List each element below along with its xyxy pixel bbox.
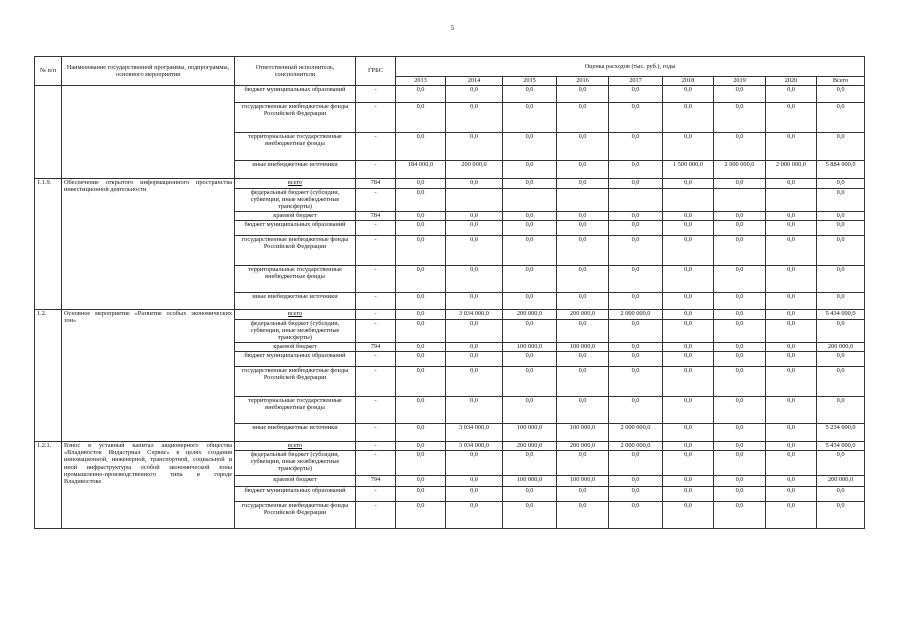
year-value: 0,0 bbox=[663, 103, 714, 133]
header-year: 2019 bbox=[714, 77, 766, 86]
year-value: 100 000,0 bbox=[503, 343, 557, 352]
year-value: 3 034 000,0 bbox=[446, 310, 503, 320]
year-value: 0,0 bbox=[503, 179, 557, 189]
year-value: 0,0 bbox=[609, 179, 663, 189]
year-value: 0,0 bbox=[714, 343, 766, 352]
year-value: 0,0 bbox=[557, 86, 609, 103]
row-name: Основное мероприятие «Развитие особых экономических зон» bbox=[62, 310, 235, 442]
grbs-code: - bbox=[356, 310, 396, 320]
year-value: 0,0 bbox=[714, 221, 766, 236]
year-value: 0,0 bbox=[446, 502, 503, 529]
year-value: 0,0 bbox=[396, 476, 446, 487]
year-value: 0,0 bbox=[766, 179, 817, 189]
row-name: Обеспечение открытого информационного пространства инвестиционной деятельности bbox=[62, 179, 235, 310]
year-value: 0,0 bbox=[609, 397, 663, 424]
year-value: 0,0 bbox=[396, 86, 446, 103]
year-value bbox=[503, 189, 557, 212]
year-value: 200 000,0 bbox=[557, 442, 609, 451]
year-value: 0,0 bbox=[396, 293, 446, 310]
total-value: 5 434 000,0 bbox=[817, 442, 865, 451]
grbs-code: 784 bbox=[356, 212, 396, 221]
year-value: 0,0 bbox=[766, 86, 817, 103]
total-value: 0,0 bbox=[817, 451, 865, 476]
year-value: 0,0 bbox=[663, 343, 714, 352]
year-value: 0,0 bbox=[557, 221, 609, 236]
grbs-code: - bbox=[356, 442, 396, 451]
header-year: 2016 bbox=[557, 77, 609, 86]
total-value: 0,0 bbox=[817, 221, 865, 236]
year-value: 0,0 bbox=[663, 179, 714, 189]
year-value: 0,0 bbox=[503, 212, 557, 221]
year-value bbox=[663, 189, 714, 212]
funding-source: территориальные государственные внебюджетные фонды bbox=[235, 133, 356, 161]
grbs-code: - bbox=[356, 133, 396, 161]
year-value: 0,0 bbox=[766, 133, 817, 161]
year-value: 0,0 bbox=[446, 451, 503, 476]
year-value: 0,0 bbox=[714, 352, 766, 367]
grbs-code: - bbox=[356, 189, 396, 212]
year-value: 0,0 bbox=[503, 487, 557, 502]
funding-source: бюджет муниципальных образований bbox=[235, 221, 356, 236]
year-value: 0,0 bbox=[766, 424, 817, 442]
grbs-code: - bbox=[356, 293, 396, 310]
funding-source: государственные внебюджетные фонды Российской Федерации bbox=[235, 236, 356, 266]
year-value: 0,0 bbox=[503, 397, 557, 424]
year-value: 0,0 bbox=[714, 179, 766, 189]
header-grbs: ГРБС bbox=[356, 57, 396, 86]
header-year: 2015 bbox=[503, 77, 557, 86]
funding-source: всего bbox=[235, 310, 356, 320]
funding-source: государственные внебюджетные фонды Российской Федерации bbox=[235, 367, 356, 397]
year-value: 0,0 bbox=[766, 293, 817, 310]
year-value: 1 500 000,0 bbox=[663, 161, 714, 179]
year-value: 0,0 bbox=[396, 133, 446, 161]
year-value: 0,0 bbox=[609, 352, 663, 367]
year-value: 0,0 bbox=[446, 212, 503, 221]
funding-source: бюджет муниципальных образований bbox=[235, 86, 356, 103]
grbs-code: 794 bbox=[356, 476, 396, 487]
funding-source: федеральный бюджет (субсидии, субвенции, иные межбюджетные трансферты) bbox=[235, 320, 356, 343]
year-value: 2 000 000,0 bbox=[609, 442, 663, 451]
header-year: 2014 bbox=[446, 77, 503, 86]
year-value: 0,0 bbox=[396, 236, 446, 266]
year-value: 0,0 bbox=[446, 179, 503, 189]
year-value: 0,0 bbox=[503, 367, 557, 397]
total-value: 200 000,0 bbox=[817, 343, 865, 352]
header-year: 2020 bbox=[766, 77, 817, 86]
year-value: 0,0 bbox=[663, 212, 714, 221]
year-value: 0,0 bbox=[503, 266, 557, 293]
year-value: 0,0 bbox=[663, 266, 714, 293]
year-value: 100 000,0 bbox=[503, 476, 557, 487]
year-value: 0,0 bbox=[766, 487, 817, 502]
grbs-code: - bbox=[356, 352, 396, 367]
year-value: 0,0 bbox=[446, 293, 503, 310]
grbs-code: 794 bbox=[356, 343, 396, 352]
row-name bbox=[62, 86, 235, 179]
header-year: 2013 bbox=[396, 77, 446, 86]
grbs-code: - bbox=[356, 266, 396, 293]
row-name: Взнос в уставный капитал акционерного общества «Владивосток Индастриал Сервис» в целях создания инновационной, инженерной, транспортной, социальной и иной инфраструктуры особой экономической зоны промышленно-производственного типа в городе Владивостоке bbox=[62, 442, 235, 529]
table-row bbox=[35, 86, 865, 103]
year-value: 0,0 bbox=[663, 293, 714, 310]
year-value: 0,0 bbox=[396, 442, 446, 451]
year-value bbox=[714, 189, 766, 212]
funding-source: бюджет муниципальных образований bbox=[235, 487, 356, 502]
grbs-code: 784 bbox=[356, 179, 396, 189]
total-value: 0,0 bbox=[817, 397, 865, 424]
funding-source: краевой бюджет bbox=[235, 212, 356, 221]
year-value: 0,0 bbox=[503, 451, 557, 476]
year-value: 0,0 bbox=[766, 103, 817, 133]
year-value: 100 000,0 bbox=[557, 476, 609, 487]
year-value: 0,0 bbox=[663, 487, 714, 502]
year-value: 0,0 bbox=[396, 352, 446, 367]
year-value: 0,0 bbox=[557, 103, 609, 133]
year-value: 0,0 bbox=[396, 310, 446, 320]
year-value: 0,0 bbox=[446, 320, 503, 343]
year-value: 0,0 bbox=[396, 343, 446, 352]
year-value: 100 000,0 bbox=[557, 343, 609, 352]
funding-source: краевой бюджет bbox=[235, 476, 356, 487]
year-value: 0,0 bbox=[609, 367, 663, 397]
year-value: 0,0 bbox=[714, 487, 766, 502]
grbs-code: - bbox=[356, 502, 396, 529]
year-value: 0,0 bbox=[663, 310, 714, 320]
year-value: 0,0 bbox=[663, 236, 714, 266]
table-row bbox=[35, 310, 865, 320]
year-value: 0,0 bbox=[766, 310, 817, 320]
total-value: 0,0 bbox=[817, 133, 865, 161]
year-value: 0,0 bbox=[663, 502, 714, 529]
funding-source: всего bbox=[235, 442, 356, 451]
year-value: 0,0 bbox=[557, 352, 609, 367]
year-value: 0,0 bbox=[766, 212, 817, 221]
year-value: 0,0 bbox=[766, 266, 817, 293]
year-value: 0,0 bbox=[557, 320, 609, 343]
year-value: 3 034 000,0 bbox=[446, 442, 503, 451]
header-num: № п/п bbox=[35, 57, 62, 86]
year-value: 0,0 bbox=[663, 367, 714, 397]
funding-source: территориальные государственные внебюджетные фонды bbox=[235, 266, 356, 293]
total-value: 0,0 bbox=[817, 367, 865, 397]
year-value: 0,0 bbox=[396, 320, 446, 343]
total-value: 0,0 bbox=[817, 502, 865, 529]
year-value: 0,0 bbox=[609, 451, 663, 476]
table-row bbox=[35, 179, 865, 189]
year-value: 0,0 bbox=[609, 236, 663, 266]
year-value: 0,0 bbox=[714, 293, 766, 310]
year-value: 0,0 bbox=[663, 86, 714, 103]
year-value: 0,0 bbox=[557, 451, 609, 476]
grbs-code: - bbox=[356, 367, 396, 397]
funding-source: иные внебюджетные источники bbox=[235, 161, 356, 179]
year-value: 0,0 bbox=[503, 236, 557, 266]
funding-source: всего bbox=[235, 179, 356, 189]
header-row bbox=[35, 57, 865, 77]
year-value: 0,0 bbox=[557, 266, 609, 293]
grbs-code: - bbox=[356, 221, 396, 236]
grbs-code: - bbox=[356, 451, 396, 476]
year-value: 0,0 bbox=[609, 133, 663, 161]
year-value: 0,0 bbox=[557, 367, 609, 397]
year-value: 0,0 bbox=[446, 103, 503, 133]
year-value: 0,0 bbox=[663, 397, 714, 424]
funding-source: государственные внебюджетные фонды Российской Федерации bbox=[235, 103, 356, 133]
funding-source: краевой бюджет bbox=[235, 343, 356, 352]
year-value: 2 000 000,0 bbox=[609, 310, 663, 320]
year-value: 200 000,0 bbox=[503, 442, 557, 451]
year-value bbox=[446, 189, 503, 212]
funding-source: иные внебюджетные источники bbox=[235, 293, 356, 310]
header-name: Наименование государственной программы, подпрограммы, основного мероприятия bbox=[62, 57, 235, 86]
year-value: 0,0 bbox=[766, 502, 817, 529]
total-value: 0,0 bbox=[817, 352, 865, 367]
year-value: 0,0 bbox=[396, 367, 446, 397]
year-value: 0,0 bbox=[609, 320, 663, 343]
year-value: 0,0 bbox=[609, 103, 663, 133]
total-value: 5 884 000,0 bbox=[817, 161, 865, 179]
year-value: 0,0 bbox=[503, 221, 557, 236]
year-value: 0,0 bbox=[663, 476, 714, 487]
year-value: 100 000,0 bbox=[557, 424, 609, 442]
header-responsible: Ответственный исполнитель, соисполнители bbox=[235, 57, 356, 86]
total-value: 0,0 bbox=[817, 266, 865, 293]
year-value: 0,0 bbox=[503, 103, 557, 133]
year-value: 0,0 bbox=[557, 293, 609, 310]
year-value: 0,0 bbox=[396, 103, 446, 133]
year-value: 0,0 bbox=[714, 266, 766, 293]
total-value: 0,0 bbox=[817, 103, 865, 133]
year-value: 0,0 bbox=[557, 502, 609, 529]
header-estimate: Оценка расходов (тыс. руб.), годы bbox=[396, 57, 865, 77]
year-value: 200 000,0 bbox=[557, 310, 609, 320]
year-value: 0,0 bbox=[766, 352, 817, 367]
year-value: 0,0 bbox=[557, 212, 609, 221]
year-value: 0,0 bbox=[557, 161, 609, 179]
header-year: 2018 bbox=[663, 77, 714, 86]
grbs-code: - bbox=[356, 424, 396, 442]
year-value: 0,0 bbox=[557, 133, 609, 161]
year-value: 0,0 bbox=[446, 133, 503, 161]
year-value: 0,0 bbox=[396, 397, 446, 424]
year-value bbox=[609, 189, 663, 212]
header-year-total: Всего bbox=[817, 77, 865, 86]
header-year: 2017 bbox=[609, 77, 663, 86]
funding-source: федеральный бюджет (субсидии, субвенции, иные межбюджетные трансферты) bbox=[235, 451, 356, 476]
year-value: 0,0 bbox=[609, 293, 663, 310]
funding-source: иные внебюджетные источники bbox=[235, 424, 356, 442]
year-value: 0,0 bbox=[714, 133, 766, 161]
year-value: 0,0 bbox=[766, 320, 817, 343]
year-value: 0,0 bbox=[503, 133, 557, 161]
year-value: 0,0 bbox=[766, 367, 817, 397]
year-value: 0,0 bbox=[446, 266, 503, 293]
year-value: 0,0 bbox=[663, 442, 714, 451]
year-value: 0,0 bbox=[503, 293, 557, 310]
row-number: 1.2.1. bbox=[35, 442, 62, 529]
year-value: 0,0 bbox=[446, 221, 503, 236]
year-value: 200 000,0 bbox=[446, 161, 503, 179]
page-number: 5 bbox=[450, 24, 455, 32]
year-value: 0,0 bbox=[446, 86, 503, 103]
total-value: 0,0 bbox=[817, 189, 865, 212]
year-value: 0,0 bbox=[663, 320, 714, 343]
year-value: 0,0 bbox=[714, 103, 766, 133]
year-value: 0,0 bbox=[609, 221, 663, 236]
year-value: 0,0 bbox=[503, 161, 557, 179]
funding-source: территориальные государственные внебюджетные фонды bbox=[235, 397, 356, 424]
year-value: 0,0 bbox=[714, 86, 766, 103]
grbs-code: - bbox=[356, 397, 396, 424]
year-value: 0,0 bbox=[503, 320, 557, 343]
year-value: 3 034 000,0 bbox=[446, 424, 503, 442]
year-value: 0,0 bbox=[503, 502, 557, 529]
year-value: 0,0 bbox=[663, 352, 714, 367]
budget-table bbox=[34, 56, 865, 529]
year-value bbox=[766, 189, 817, 212]
year-value: 0,0 bbox=[714, 236, 766, 266]
year-value: 0,0 bbox=[503, 352, 557, 367]
year-value: 0,0 bbox=[714, 367, 766, 397]
total-value: 0,0 bbox=[817, 320, 865, 343]
year-value: 0,0 bbox=[766, 343, 817, 352]
year-value: 0,0 bbox=[446, 236, 503, 266]
year-value: 2 000 000,0 bbox=[766, 161, 817, 179]
year-value: 0,0 bbox=[446, 476, 503, 487]
grbs-code: - bbox=[356, 86, 396, 103]
grbs-code: - bbox=[356, 161, 396, 179]
year-value: 0,0 bbox=[663, 451, 714, 476]
year-value: 2 000 000,0 bbox=[714, 161, 766, 179]
year-value: 0,0 bbox=[396, 451, 446, 476]
year-value: 0,0 bbox=[766, 397, 817, 424]
year-value: 0,0 bbox=[503, 86, 557, 103]
year-value: 0,0 bbox=[714, 502, 766, 529]
year-value: 0,0 bbox=[557, 179, 609, 189]
grbs-code: - bbox=[356, 103, 396, 133]
total-value: 0,0 bbox=[817, 487, 865, 502]
funding-source: бюджет муниципальных образований bbox=[235, 352, 356, 367]
grbs-code: - bbox=[356, 320, 396, 343]
year-value: 0,0 bbox=[714, 451, 766, 476]
year-value: 0,0 bbox=[714, 476, 766, 487]
total-value: 5 234 000,0 bbox=[817, 424, 865, 442]
year-value: 0,0 bbox=[766, 221, 817, 236]
year-value: 0,0 bbox=[766, 442, 817, 451]
year-value: 0,0 bbox=[714, 397, 766, 424]
total-value: 0,0 bbox=[817, 293, 865, 310]
table-row bbox=[35, 442, 865, 451]
total-value: 0,0 bbox=[817, 86, 865, 103]
year-value: 0,0 bbox=[609, 502, 663, 529]
year-value: 0,0 bbox=[446, 352, 503, 367]
year-value: 0,0 bbox=[396, 221, 446, 236]
year-value: 0,0 bbox=[446, 397, 503, 424]
year-value: 0,0 bbox=[557, 236, 609, 266]
year-value bbox=[557, 189, 609, 212]
year-value: 0,0 bbox=[714, 442, 766, 451]
row-number: 1.2. bbox=[35, 310, 62, 442]
year-value: 0,0 bbox=[714, 310, 766, 320]
year-value: 0,0 bbox=[609, 487, 663, 502]
total-value: 200 000,0 bbox=[817, 476, 865, 487]
year-value: 0,0 bbox=[766, 451, 817, 476]
total-value: 0,0 bbox=[817, 236, 865, 266]
year-value: 0,0 bbox=[396, 502, 446, 529]
year-value: 0,0 bbox=[714, 424, 766, 442]
funding-source: государственные внебюджетные фонды Российской Федерации bbox=[235, 502, 356, 529]
year-value: 0,0 bbox=[663, 424, 714, 442]
row-number: 1.1.9. bbox=[35, 179, 62, 310]
year-value: 0,0 bbox=[446, 367, 503, 397]
total-value: 0,0 bbox=[817, 212, 865, 221]
year-value: 0,0 bbox=[609, 266, 663, 293]
year-value: 2 000 000,0 bbox=[609, 424, 663, 442]
year-value: 0,0 bbox=[714, 320, 766, 343]
grbs-code: - bbox=[356, 487, 396, 502]
year-value: 100 000,0 bbox=[503, 424, 557, 442]
year-value: 184 000,0 bbox=[396, 161, 446, 179]
year-value: 0,0 bbox=[609, 476, 663, 487]
year-value: 0,0 bbox=[446, 487, 503, 502]
year-value: 0,0 bbox=[766, 236, 817, 266]
year-value: 0,0 bbox=[557, 487, 609, 502]
year-value: 0,0 bbox=[609, 212, 663, 221]
year-value: 0,0 bbox=[396, 179, 446, 189]
year-value: 0,0 bbox=[396, 189, 446, 212]
total-value: 0,0 bbox=[817, 179, 865, 189]
year-value: 200 000,0 bbox=[503, 310, 557, 320]
year-value: 0,0 bbox=[557, 397, 609, 424]
year-value: 0,0 bbox=[663, 221, 714, 236]
year-value: 0,0 bbox=[766, 476, 817, 487]
year-value: 0,0 bbox=[396, 424, 446, 442]
total-value: 5 434 000,0 bbox=[817, 310, 865, 320]
year-value: 0,0 bbox=[446, 343, 503, 352]
funding-source: федеральный бюджет (субсидии, субвенции, иные межбюджетные трансферты) bbox=[235, 189, 356, 212]
year-value: 0,0 bbox=[663, 133, 714, 161]
year-value: 0,0 bbox=[396, 487, 446, 502]
year-value: 0,0 bbox=[714, 212, 766, 221]
year-value: 0,0 bbox=[396, 212, 446, 221]
year-value: 0,0 bbox=[609, 86, 663, 103]
year-value: 0,0 bbox=[609, 161, 663, 179]
year-value: 0,0 bbox=[396, 266, 446, 293]
year-value: 0,0 bbox=[609, 343, 663, 352]
grbs-code: - bbox=[356, 236, 396, 266]
row-number bbox=[35, 86, 62, 179]
